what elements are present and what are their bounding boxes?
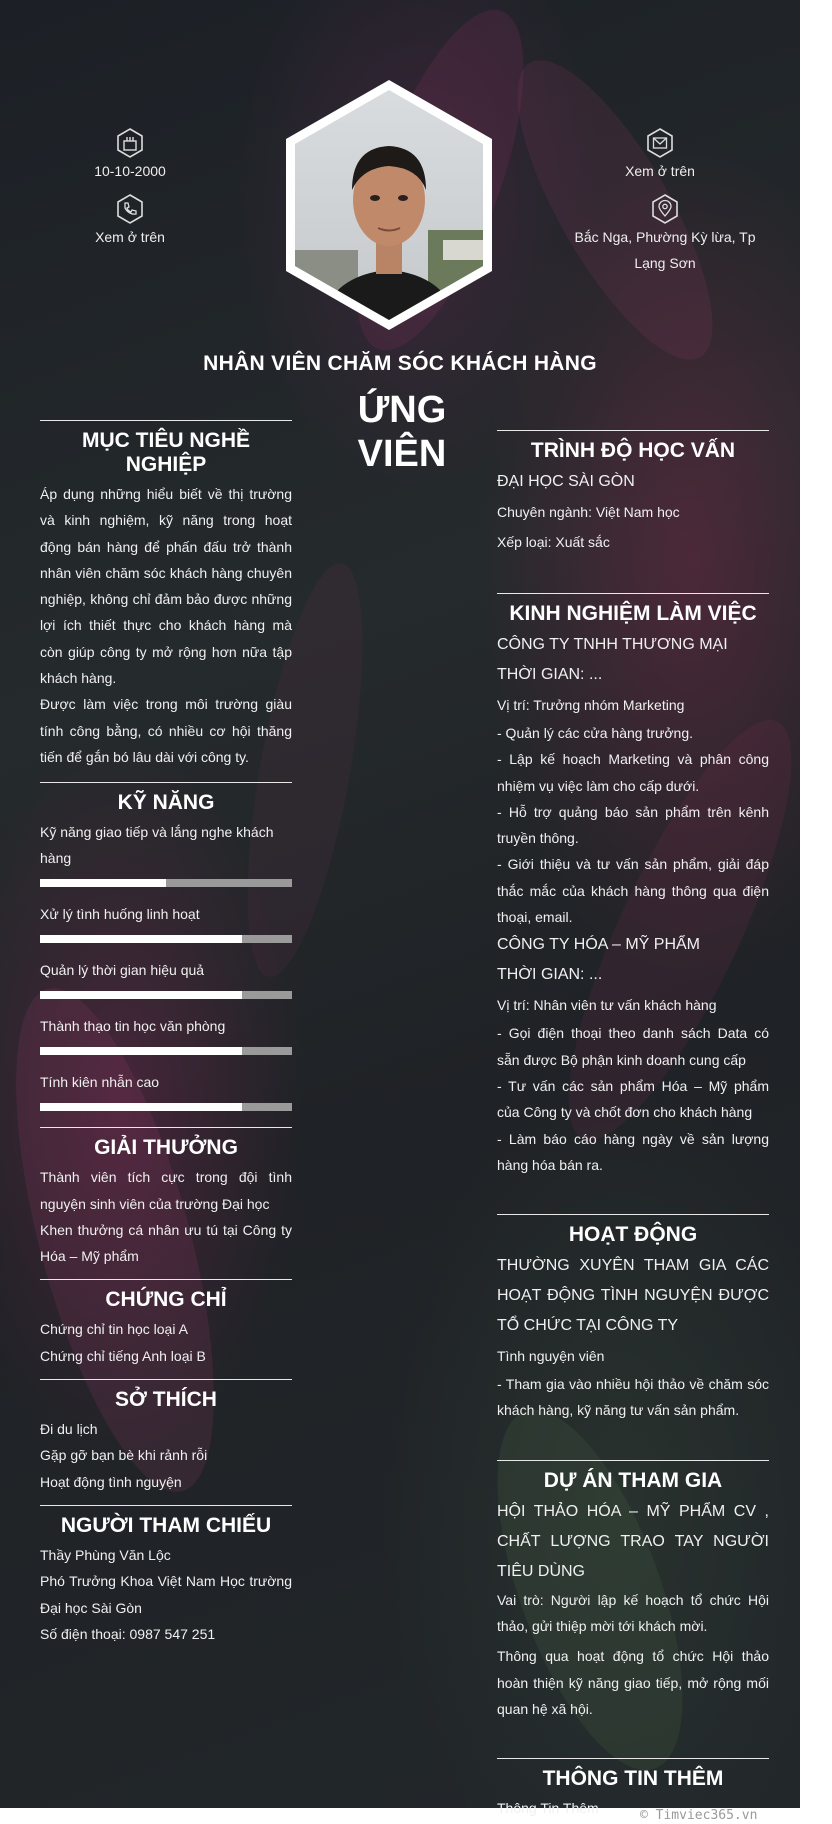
email-text: Xem ở trên (625, 163, 695, 179)
address-item (560, 194, 770, 276)
left-column (40, 420, 292, 1647)
dob-text: 10-10-2000 (94, 163, 166, 179)
education-major: Chuyên ngành: Việt Nam học (497, 504, 680, 520)
skill-name: Thành thạo tin học văn phòng (40, 1018, 226, 1035)
more-info-text: Thông Tin Thêm (497, 1800, 599, 1817)
education-grade: Xếp loại: Xuất sắc (497, 534, 610, 550)
experience-title: KINH NGHIỆM LÀM VIỆC (509, 602, 757, 625)
skills-title: KỸ NĂNG (117, 791, 215, 815)
avatar (278, 80, 500, 330)
objective-paragraph: Được làm việc trong môi trường giàu tính công bằng, có nhiều cơ hội thăng tiến để gắn bó lâu dài với công ty. (40, 696, 292, 765)
hobbies-section (40, 1379, 292, 1495)
reference-item: Phó Trưởng Khoa Việt Nam Học trường Đại học Sài Gòn (40, 1573, 292, 1616)
hobbies-title: SỞ THÍCH (115, 1388, 217, 1412)
certificates-title: CHỨNG CHỈ (105, 1288, 227, 1312)
certificates-section (40, 1279, 292, 1369)
skill-item (40, 957, 292, 999)
project-description: Thông qua hoạt động tổ chức Hội thảo hoàn thiện kỹ năng giao tiếp, mở rộng mối quan hệ xã hội. (497, 1648, 769, 1717)
job-duty: - Hỗ trợ quảng báo sản phẩm trên kênh truyền thông. (497, 803, 769, 847)
job-title: NHÂN VIÊN CHĂM SÓC KHÁCH HÀNG (203, 352, 597, 375)
activity-headline: THƯỜNG XUYÊN THAM GIA CÁC HOẠT ĐỘNG TÌNH NGUYỆN ĐƯỢC TỔ CHỨC TẠI CÔNG TY (497, 1257, 769, 1335)
experience-section (497, 593, 769, 1178)
education-section (497, 430, 769, 557)
skill-bar (40, 1047, 292, 1055)
job-duty: - Tư vấn các sản phẩm Hóa – Mỹ phẩm của Công ty và chốt đơn cho khách hàng (497, 1077, 769, 1121)
cake-icon (115, 128, 145, 158)
projects-section (497, 1460, 769, 1722)
address-text: Bắc Nga, Phường Kỳ lừa, Tp Lạng Sơn (574, 229, 756, 271)
avatar-photo (278, 80, 500, 330)
school-name: ĐẠI HỌC SÀI GÒN (497, 473, 635, 490)
skill-name: Quản lý thời gian hiệu quả (40, 962, 205, 979)
dob-item (60, 128, 200, 184)
more-info-title: THÔNG TIN THÊM (542, 1767, 724, 1791)
job-duty: - Giới thiệu và tư vấn sản phẩm, giải đáp thắc mắc của khách hàng thông qua điện thoại, email. (497, 856, 769, 926)
education-title: TRÌNH ĐỘ HỌC VẤN (530, 439, 736, 462)
skill-bar (40, 879, 292, 887)
skill-name: Tính kiên nhẫn cao (40, 1074, 160, 1091)
objective-section (40, 420, 292, 770)
certificate-item: Chứng chỉ tiếng Anh loại B (40, 1347, 206, 1364)
watermark-footer: © Timviec365.vn (640, 1808, 758, 1823)
skills-section (40, 782, 292, 1111)
reference-item: Số điện thoại: 0987 547 251 (40, 1625, 216, 1642)
email-item (590, 128, 730, 184)
job-duty: - Gọi điện thoại theo danh sách Data có sẵn được Bộ phận kinh doanh cung cấp (497, 1025, 769, 1068)
job-entry (497, 930, 769, 1178)
job-entry (497, 630, 769, 930)
activities-title: HOẠT ĐỘNG (568, 1223, 698, 1247)
job-duty: - Quản lý các cửa hàng trưởng. (497, 725, 694, 741)
phone-item (60, 194, 200, 250)
candidate-title: ỨNG VIÊN (357, 389, 447, 475)
company-name: CÔNG TY HÓA – MỸ PHẨM (497, 936, 701, 954)
hobby-item: Đi du lịch (40, 1421, 98, 1438)
job-time: THỜI GIAN: ... (497, 966, 603, 984)
job-position: Vị trí: Nhân viên tư vấn khách hàng (497, 997, 717, 1014)
activity-role: Tình nguyện viên (497, 1348, 605, 1365)
skill-name: Xử lý tình huống linh hoạt (40, 906, 200, 923)
job-duty: - Làm báo cáo hàng ngày về sản lượng hàng hóa bán ra. (497, 1130, 769, 1173)
activity-description: - Tham gia vào nhiều hội thảo về chăm sóc khách hàng, kỹ năng tư vấn sản phẩm. (497, 1376, 769, 1419)
references-title: NGƯỜI THAM CHIẾU (60, 1513, 272, 1537)
skill-bar (40, 991, 292, 999)
skill-item (40, 1013, 292, 1055)
references-section (40, 1505, 292, 1647)
hobby-item: Hoạt động tình nguyện (40, 1473, 182, 1490)
projects-title: DỰ ÁN THAM GIA (543, 1468, 723, 1492)
job-time: THỜI GIAN: ... (497, 666, 603, 683)
phone-icon (115, 194, 145, 224)
project-headline: HỘI THẢO HÓA – MỸ PHẨM CV , CHẤT LƯỢNG TRAO TAY NGƯỜI TIÊU DÙNG (497, 1502, 769, 1580)
awards-title: GIẢI THƯỞNG (94, 1136, 238, 1160)
skill-name: Kỹ năng giao tiếp và lắng nghe khách hàng (40, 824, 274, 867)
envelope-icon (645, 128, 675, 158)
certificate-item: Chứng chỉ tin học loại A (40, 1321, 188, 1338)
award-item: Khen thưởng cá nhân ưu tú tại Công ty Hóa – Mỹ phẩm (40, 1221, 292, 1265)
location-icon (650, 194, 680, 224)
award-item: Thành viên tích cực trong đội tình nguyện sinh viên của trường Đại học (40, 1169, 292, 1212)
skill-bar-fill (40, 935, 242, 943)
skill-item (40, 819, 292, 887)
skill-bar-fill (40, 1047, 242, 1055)
reference-item: Thầy Phùng Văn Lộc (40, 1546, 171, 1563)
skill-bar-fill (40, 1103, 242, 1111)
skill-bar-fill (40, 991, 242, 999)
awards-section (40, 1127, 292, 1269)
skill-bar (40, 1103, 292, 1111)
skill-item (40, 1069, 292, 1111)
company-name: CÔNG TY TNHH THƯƠNG MẠI (497, 636, 728, 653)
job-position: Vị trí: Trưởng nhóm Marketing (497, 697, 685, 713)
phone-text: Xem ở trên (95, 229, 165, 245)
objective-title: MỤC TIÊU NGHỀ NGHIỆP (82, 429, 250, 476)
skill-item (40, 901, 292, 943)
skill-bar-fill (40, 879, 166, 887)
skill-bar (40, 935, 292, 943)
job-duty: - Lập kế hoạch Marketing và phân công nhiệm vụ việc làm cho cấp dưới. (497, 751, 769, 794)
hobby-item: Gặp gỡ bạn bè khi rảnh rỗi (40, 1447, 208, 1464)
objective-paragraph: Áp dụng những hiểu biết về thị trường và kinh nghiệm, kỹ năng trong hoạt động bán hàng để phấn đấu trở thành nhân viên chăm sóc khách hàng chuyên nghiệp, không chỉ đảm bảo được những lợi ích thiết thực cho khách hàng mà còn giúp công ty mở rộng hơn nữa tập khách hàng. (40, 486, 292, 687)
project-role: Vai trò: Người lập kế hoạch tổ chức Hội thảo, gửi thiệp mời tới khách mời. (497, 1591, 769, 1635)
activities-section (497, 1214, 769, 1424)
right-column (497, 430, 769, 1822)
